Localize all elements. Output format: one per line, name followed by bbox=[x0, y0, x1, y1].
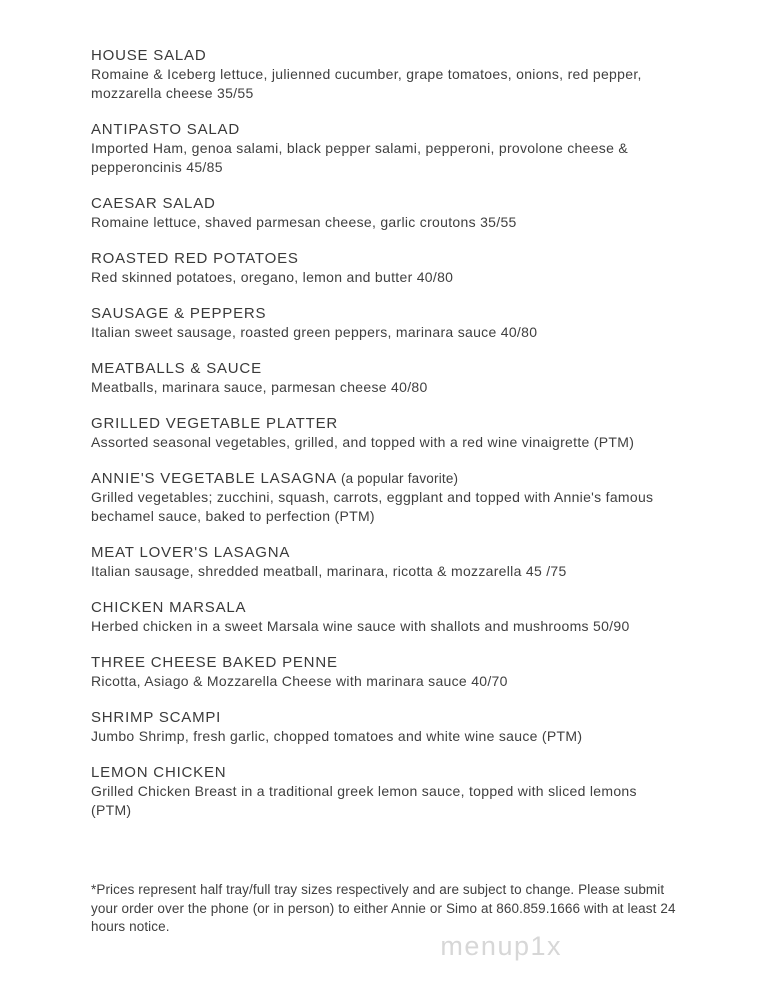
menu-item-name: CAESAR SALAD bbox=[91, 195, 216, 212]
menu-item bbox=[91, 708, 680, 746]
menu-item-description: Italian sausage, shredded meatball, marinara, ricotta & mozzarella 45 /75 bbox=[91, 563, 567, 579]
menu-item bbox=[91, 120, 680, 177]
menu-item bbox=[91, 304, 680, 342]
menu-item-description: Italian sweet sausage, roasted green peppers, marinara sauce 40/80 bbox=[91, 324, 538, 340]
menu-item-description: Romaine & Iceberg lettuce, julienned cucumber, grape tomatoes, onions, red pepper, mozzarella cheese 35/55 bbox=[91, 66, 642, 101]
menu-item-description: Jumbo Shrimp, fresh garlic, chopped tomatoes and white wine sauce (PTM) bbox=[91, 728, 583, 744]
menu-item-name: ANNIE'S VEGETABLE LASAGNA (a popular favorite) bbox=[91, 470, 459, 487]
menu-item-description: Ricotta, Asiago & Mozzarella Cheese with marinara sauce 40/70 bbox=[91, 673, 508, 689]
menu-item-description: Grilled vegetables; zucchini, squash, carrots, eggplant and topped with Annie's famous bechamel sauce, baked to perfection (PTM) bbox=[91, 489, 654, 524]
menu-item bbox=[91, 194, 680, 232]
menu-item bbox=[91, 414, 680, 452]
menu-item-description: Red skinned potatoes, oregano, lemon and butter 40/80 bbox=[91, 269, 454, 285]
menu-item-description: Herbed chicken in a sweet Marsala wine sauce with shallots and mushrooms 50/90 bbox=[91, 618, 630, 634]
menu-item bbox=[91, 598, 680, 636]
menu-item-description: Imported Ham, genoa salami, black pepper salami, pepperoni, provolone cheese & pepperoncinis 45/85 bbox=[91, 140, 629, 175]
menu-list bbox=[91, 46, 680, 820]
menu-item-name: MEAT LOVER'S LASAGNA bbox=[91, 544, 291, 561]
menu-item bbox=[91, 46, 680, 103]
menu-item-name: GRILLED VEGETABLE PLATTER bbox=[91, 415, 339, 432]
menu-item-name: SAUSAGE & PEPPERS bbox=[91, 305, 267, 322]
menu-item-description: Grilled Chicken Breast in a traditional greek lemon sauce, topped with sliced lemons (PTM) bbox=[91, 783, 637, 818]
menu-item-name: SHRIMP SCAMPI bbox=[91, 709, 222, 726]
menu-item-name: LEMON CHICKEN bbox=[91, 764, 227, 781]
menu-item-name: THREE CHEESE BAKED PENNE bbox=[91, 654, 338, 671]
menu-item bbox=[91, 359, 680, 397]
menu-item-name: ANTIPASTO SALAD bbox=[91, 121, 240, 138]
menu-item-note: (a popular favorite) bbox=[337, 471, 459, 486]
menu-item bbox=[91, 543, 680, 581]
menu-item-name: MEATBALLS & SAUCE bbox=[91, 360, 262, 377]
menupix-watermark: menup1x bbox=[440, 930, 562, 961]
menu-item bbox=[91, 653, 680, 691]
menu-item-name: ROASTED RED POTATOES bbox=[91, 250, 299, 267]
menu-item bbox=[91, 249, 680, 287]
menu-item-name: CHICKEN MARSALA bbox=[91, 599, 247, 616]
menu-item-description: Meatballs, marinara sauce, parmesan cheese 40/80 bbox=[91, 379, 428, 395]
menu-item-name: HOUSE SALAD bbox=[91, 47, 207, 64]
menu-item bbox=[91, 763, 680, 820]
price-footnote: *Prices represent half tray/full tray sizes respectively and are subject to change. Please submit your order over the phone (or in person) to either Annie or Simo at 860.859.1666 with at least 24 hours notice. bbox=[91, 882, 676, 934]
menu-item bbox=[91, 469, 680, 526]
menu-item-description: Assorted seasonal vegetables, grilled, and topped with a red wine vinaigrette (PTM) bbox=[91, 434, 635, 450]
menu-item-description: Romaine lettuce, shaved parmesan cheese, garlic croutons 35/55 bbox=[91, 214, 517, 230]
